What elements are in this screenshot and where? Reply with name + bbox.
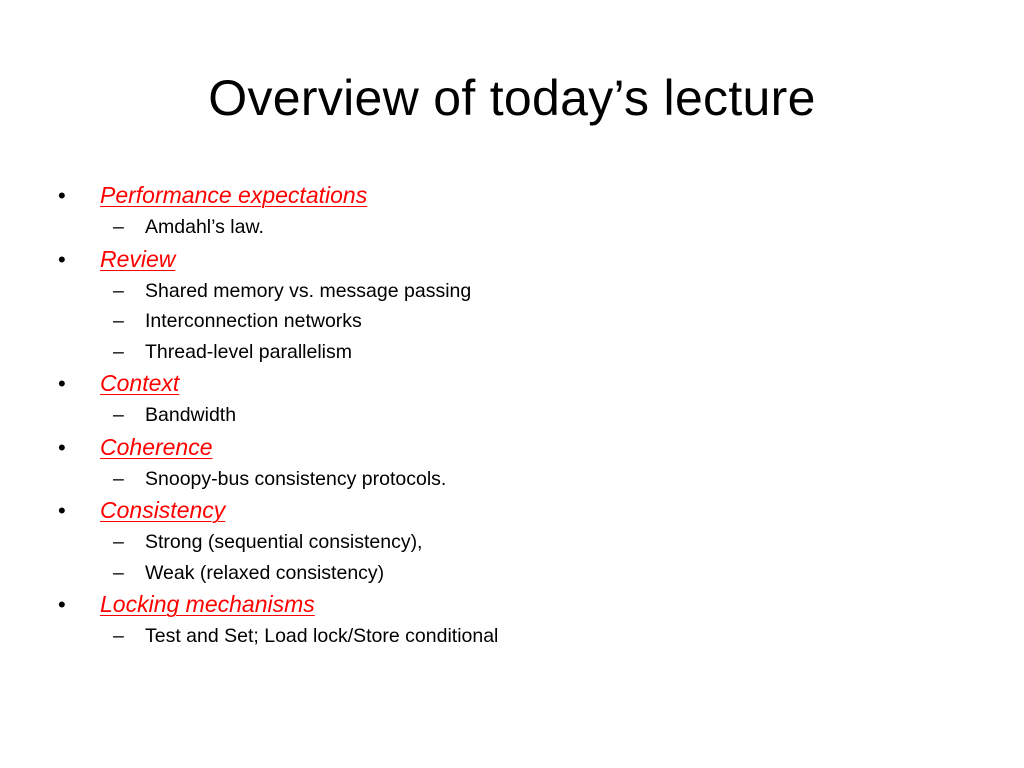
topic-link-review[interactable]: Review — [100, 245, 176, 272]
slide-title: Overview of today’s lecture — [208, 70, 816, 126]
dash-icon: – — [113, 467, 124, 490]
dash-icon: – — [113, 216, 124, 238]
outline-item — [58, 179, 978, 212]
sub-item-text: Amdahl’s law. — [145, 216, 264, 238]
sub-item — [58, 527, 978, 558]
topic-link-performance-expectations[interactable]: Performance expectations — [100, 182, 368, 208]
sub-item-text: Interconnection networks — [145, 310, 362, 332]
bullet-icon: • — [58, 498, 66, 523]
topic-link-locking-mechanisms[interactable]: Locking mechanisms — [100, 591, 315, 617]
sub-item-text: Bandwidth — [145, 404, 237, 426]
sub-item — [58, 621, 978, 652]
sub-item-text: Shared memory vs. message passing — [145, 279, 472, 302]
sub-item — [58, 464, 978, 495]
sub-item-text: Thread-level parallelism — [145, 340, 352, 363]
bullet-icon: • — [58, 434, 66, 460]
sub-item — [58, 276, 978, 307]
sub-item — [58, 306, 978, 337]
dash-icon: – — [113, 625, 124, 647]
sub-item-text: Strong (sequential consistency), — [145, 531, 423, 553]
outline-item — [58, 494, 978, 527]
sub-item-text: Test and Set; Load lock/Store conditional — [145, 625, 499, 647]
outline-item — [58, 431, 978, 464]
outline-item — [58, 588, 978, 621]
outline-item — [58, 367, 978, 400]
dash-icon: – — [113, 279, 124, 302]
sub-item — [58, 212, 978, 243]
dash-icon: – — [113, 340, 124, 363]
dash-icon: – — [113, 561, 124, 584]
bullet-icon: • — [58, 592, 66, 617]
topic-link-consistency[interactable]: Consistency — [100, 497, 226, 523]
bullet-icon: • — [58, 246, 66, 272]
outline-list — [58, 179, 978, 652]
bullet-icon: • — [58, 183, 66, 208]
sub-item-text: Snoopy-bus consistency protocols. — [145, 467, 447, 490]
sub-item — [58, 558, 978, 589]
sub-item — [58, 337, 978, 368]
sub-item-text: Weak (relaxed consistency) — [145, 561, 385, 584]
dash-icon: – — [113, 310, 124, 332]
topic-link-context[interactable]: Context — [100, 370, 180, 396]
bullet-icon: • — [58, 371, 66, 396]
dash-icon: – — [113, 404, 124, 426]
dash-icon: – — [113, 531, 124, 553]
sub-item — [58, 400, 978, 431]
topic-link-coherence[interactable]: Coherence — [100, 433, 213, 460]
outline-item — [58, 243, 978, 276]
